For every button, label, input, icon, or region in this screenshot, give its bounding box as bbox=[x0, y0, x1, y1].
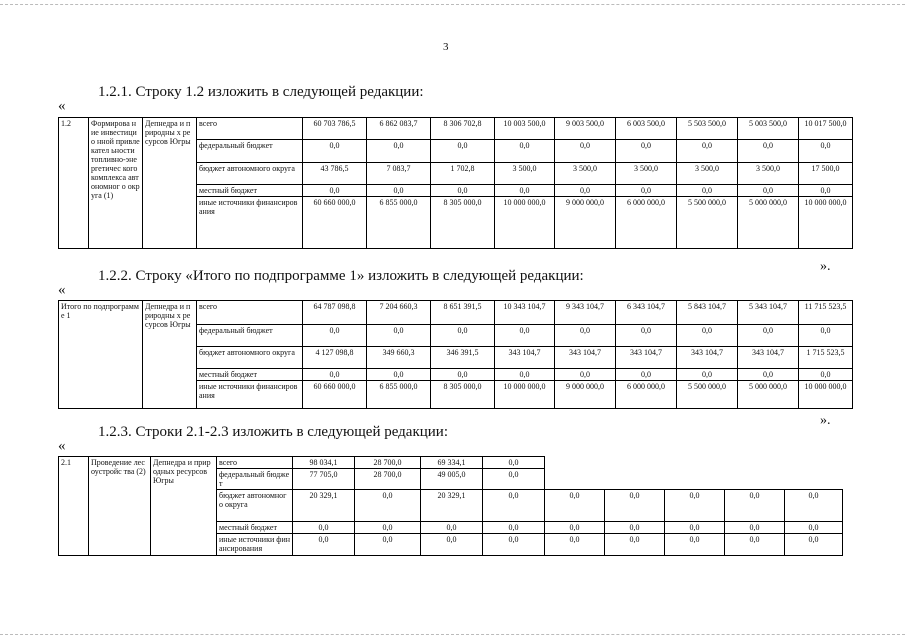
amount-cell: 11 715 523,5 bbox=[799, 301, 853, 325]
amount-cell: 0,0 bbox=[495, 325, 555, 347]
executor: Депнедра и природны х ресурсов Югры bbox=[143, 118, 197, 249]
amount-cell: 0,0 bbox=[303, 140, 367, 163]
row-number: 2.1 bbox=[59, 457, 89, 556]
section-1-open-quote: « bbox=[58, 98, 66, 114]
amount-cell: 0,0 bbox=[483, 534, 545, 556]
measure-name: Итого по подпрограмме 1 bbox=[59, 301, 143, 409]
amount-cell: 6 003 500,0 bbox=[616, 118, 677, 140]
empty-cell bbox=[785, 457, 843, 469]
amount-cell: 5 503 500,0 bbox=[677, 118, 738, 140]
amount-cell: 5 500 000,0 bbox=[677, 381, 738, 409]
amount-cell: 0,0 bbox=[785, 522, 843, 534]
amount-cell: 0,0 bbox=[355, 490, 421, 522]
section-2-heading: 1.2.2. Строку «Итого по подпрограмме 1» изложить в следующей редакции: bbox=[98, 268, 584, 284]
amount-cell: 0,0 bbox=[495, 185, 555, 197]
amount-cell: 0,0 bbox=[799, 325, 853, 347]
amount-cell: 8 305 000,0 bbox=[431, 381, 495, 409]
amount-cell: 49 005,0 bbox=[421, 469, 483, 490]
amount-cell: 7 204 660,3 bbox=[367, 301, 431, 325]
amount-cell: 0,0 bbox=[677, 369, 738, 381]
amount-cell: 5 003 500,0 bbox=[738, 118, 799, 140]
amount-cell: 0,0 bbox=[367, 325, 431, 347]
amount-cell: 0,0 bbox=[545, 490, 605, 522]
amount-cell: 0,0 bbox=[421, 534, 483, 556]
amount-cell: 0,0 bbox=[665, 534, 725, 556]
amount-cell: 6 343 104,7 bbox=[616, 301, 677, 325]
funding-source-label: всего bbox=[217, 457, 293, 469]
amount-cell: 20 329,1 bbox=[421, 490, 483, 522]
empty-cell bbox=[725, 457, 785, 469]
section-2-table bbox=[58, 300, 853, 409]
funding-source-label: федеральный бюджет bbox=[197, 140, 303, 163]
amount-cell: 5 000 000,0 bbox=[738, 197, 799, 249]
amount-cell: 6 000 000,0 bbox=[616, 381, 677, 409]
amount-cell: 43 786,5 bbox=[303, 163, 367, 185]
amount-cell: 5 843 104,7 bbox=[677, 301, 738, 325]
empty-cell bbox=[605, 457, 665, 469]
amount-cell: 28 700,0 bbox=[355, 457, 421, 469]
amount-cell: 346 391,5 bbox=[431, 347, 495, 369]
amount-cell: 0,0 bbox=[355, 522, 421, 534]
amount-cell: 60 703 786,5 bbox=[303, 118, 367, 140]
empty-cell bbox=[545, 469, 605, 490]
amount-cell: 77 705,0 bbox=[293, 469, 355, 490]
amount-cell: 0,0 bbox=[483, 490, 545, 522]
funding-source-label: местный бюджет bbox=[217, 522, 293, 534]
amount-cell: 0,0 bbox=[738, 369, 799, 381]
amount-cell: 343 104,7 bbox=[495, 347, 555, 369]
funding-source-label: иные источники финансирования bbox=[197, 197, 303, 249]
amount-cell: 3 500,0 bbox=[616, 163, 677, 185]
amount-cell: 0,0 bbox=[738, 140, 799, 163]
section-3-open-quote: « bbox=[58, 438, 66, 454]
amount-cell: 3 500,0 bbox=[555, 163, 616, 185]
amount-cell: 0,0 bbox=[799, 140, 853, 163]
section-3-table bbox=[58, 456, 843, 556]
section-1-heading: 1.2.1. Строку 1.2 изложить в следующей редакции: bbox=[98, 84, 424, 100]
amount-cell: 6 855 000,0 bbox=[367, 197, 431, 249]
amount-cell: 60 660 000,0 bbox=[303, 197, 367, 249]
funding-source-label: местный бюджет bbox=[197, 185, 303, 197]
amount-cell: 6 000 000,0 bbox=[616, 197, 677, 249]
amount-cell: 0,0 bbox=[421, 522, 483, 534]
amount-cell: 343 104,7 bbox=[738, 347, 799, 369]
amount-cell: 0,0 bbox=[483, 469, 545, 490]
amount-cell: 3 500,0 bbox=[677, 163, 738, 185]
empty-cell bbox=[665, 469, 725, 490]
amount-cell: 8 305 000,0 bbox=[431, 197, 495, 249]
amount-cell: 0,0 bbox=[605, 522, 665, 534]
amount-cell: 1 702,8 bbox=[431, 163, 495, 185]
amount-cell: 9 000 000,0 bbox=[555, 381, 616, 409]
measure-name: Проведение лесоустройс тва (2) bbox=[89, 457, 151, 556]
funding-source-label: федеральный бюджет bbox=[217, 469, 293, 490]
amount-cell: 0,0 bbox=[785, 490, 843, 522]
amount-cell: 0,0 bbox=[545, 522, 605, 534]
amount-cell: 8 651 391,5 bbox=[431, 301, 495, 325]
funding-source-label: всего bbox=[197, 301, 303, 325]
amount-cell: 0,0 bbox=[738, 325, 799, 347]
amount-cell: 10 343 104,7 bbox=[495, 301, 555, 325]
funding-source-label: иные источники финансирования bbox=[197, 381, 303, 409]
amount-cell: 5 500 000,0 bbox=[677, 197, 738, 249]
empty-cell bbox=[605, 469, 665, 490]
empty-cell bbox=[785, 469, 843, 490]
amount-cell: 0,0 bbox=[725, 534, 785, 556]
amount-cell: 6 862 083,7 bbox=[367, 118, 431, 140]
amount-cell: 0,0 bbox=[605, 534, 665, 556]
amount-cell: 20 329,1 bbox=[293, 490, 355, 522]
amount-cell: 0,0 bbox=[483, 522, 545, 534]
amount-cell: 60 660 000,0 bbox=[303, 381, 367, 409]
amount-cell: 10 000 000,0 bbox=[799, 197, 853, 249]
amount-cell: 9 343 104,7 bbox=[555, 301, 616, 325]
funding-source-label: бюджет автономного округа bbox=[217, 490, 293, 522]
amount-cell: 0,0 bbox=[355, 534, 421, 556]
amount-cell: 0,0 bbox=[677, 140, 738, 163]
amount-cell: 0,0 bbox=[495, 369, 555, 381]
amount-cell: 0,0 bbox=[665, 522, 725, 534]
amount-cell: 0,0 bbox=[431, 325, 495, 347]
amount-cell: 9 000 000,0 bbox=[555, 197, 616, 249]
amount-cell: 0,0 bbox=[367, 369, 431, 381]
amount-cell: 343 104,7 bbox=[616, 347, 677, 369]
measure-name: Формирова ние инвестицио нной привлекател ьности топливно-энергетичес кого комплекса автономног о округа (1) bbox=[89, 118, 143, 249]
executor: Депнедра и природных ресурсов Югры bbox=[151, 457, 217, 556]
section-3-heading: 1.2.3. Строки 2.1-2.3 изложить в следующей редакции: bbox=[98, 424, 449, 440]
executor: Депнедра и природны х ресурсов Югры bbox=[143, 301, 197, 409]
amount-cell: 0,0 bbox=[431, 185, 495, 197]
page-number: 3 bbox=[443, 41, 449, 53]
funding-source-label: иные источники финансирования bbox=[217, 534, 293, 556]
amount-cell: 0,0 bbox=[431, 140, 495, 163]
amount-cell: 0,0 bbox=[616, 140, 677, 163]
amount-cell: 0,0 bbox=[303, 185, 367, 197]
amount-cell: 5 000 000,0 bbox=[738, 381, 799, 409]
amount-cell: 0,0 bbox=[367, 140, 431, 163]
section-2-open-quote: « bbox=[58, 282, 66, 298]
amount-cell: 5 343 104,7 bbox=[738, 301, 799, 325]
amount-cell: 349 660,3 bbox=[367, 347, 431, 369]
empty-cell bbox=[665, 457, 725, 469]
amount-cell: 10 003 500,0 bbox=[495, 118, 555, 140]
empty-cell bbox=[725, 469, 785, 490]
amount-cell: 0,0 bbox=[545, 534, 605, 556]
amount-cell: 0,0 bbox=[738, 185, 799, 197]
amount-cell: 0,0 bbox=[725, 490, 785, 522]
amount-cell: 98 034,1 bbox=[293, 457, 355, 469]
amount-cell: 64 787 098,8 bbox=[303, 301, 367, 325]
amount-cell: 7 083,7 bbox=[367, 163, 431, 185]
amount-cell: 0,0 bbox=[303, 325, 367, 347]
amount-cell: 0,0 bbox=[555, 140, 616, 163]
amount-cell: 8 306 702,8 bbox=[431, 118, 495, 140]
amount-cell: 0,0 bbox=[555, 185, 616, 197]
amount-cell: 0,0 bbox=[616, 369, 677, 381]
amount-cell: 0,0 bbox=[799, 369, 853, 381]
amount-cell: 343 104,7 bbox=[555, 347, 616, 369]
amount-cell: 0,0 bbox=[303, 369, 367, 381]
amount-cell: 0,0 bbox=[725, 522, 785, 534]
amount-cell: 0,0 bbox=[785, 534, 843, 556]
amount-cell: 343 104,7 bbox=[677, 347, 738, 369]
amount-cell: 0,0 bbox=[605, 490, 665, 522]
amount-cell: 0,0 bbox=[555, 325, 616, 347]
amount-cell: 0,0 bbox=[677, 185, 738, 197]
amount-cell: 10 000 000,0 bbox=[495, 381, 555, 409]
amount-cell: 6 855 000,0 bbox=[367, 381, 431, 409]
empty-cell bbox=[545, 457, 605, 469]
funding-source-label: федеральный бюджет bbox=[197, 325, 303, 347]
amount-cell: 0,0 bbox=[483, 457, 545, 469]
amount-cell: 1 715 523,5 bbox=[799, 347, 853, 369]
funding-source-label: местный бюджет bbox=[197, 369, 303, 381]
funding-source-label: бюджет автономного округа bbox=[197, 163, 303, 185]
amount-cell: 0,0 bbox=[555, 369, 616, 381]
amount-cell: 0,0 bbox=[616, 325, 677, 347]
amount-cell: 4 127 098,8 bbox=[303, 347, 367, 369]
amount-cell: 3 500,0 bbox=[495, 163, 555, 185]
section-2-close-quote: ». bbox=[820, 413, 831, 428]
amount-cell: 0,0 bbox=[367, 185, 431, 197]
amount-cell: 69 334,1 bbox=[421, 457, 483, 469]
amount-cell: 10 017 500,0 bbox=[799, 118, 853, 140]
amount-cell: 0,0 bbox=[431, 369, 495, 381]
amount-cell: 0,0 bbox=[495, 140, 555, 163]
section-1-close-quote: ». bbox=[820, 259, 831, 274]
funding-source-label: бюджет автономного округа bbox=[197, 347, 303, 369]
amount-cell: 10 000 000,0 bbox=[495, 197, 555, 249]
section-1-table bbox=[58, 117, 853, 249]
amount-cell: 0,0 bbox=[665, 490, 725, 522]
amount-cell: 0,0 bbox=[616, 185, 677, 197]
amount-cell: 0,0 bbox=[293, 522, 355, 534]
amount-cell: 0,0 bbox=[799, 185, 853, 197]
amount-cell: 28 700,0 bbox=[355, 469, 421, 490]
amount-cell: 0,0 bbox=[677, 325, 738, 347]
row-number: 1.2 bbox=[59, 118, 89, 249]
amount-cell: 17 500,0 bbox=[799, 163, 853, 185]
amount-cell: 0,0 bbox=[293, 534, 355, 556]
amount-cell: 9 003 500,0 bbox=[555, 118, 616, 140]
funding-source-label: всего bbox=[197, 118, 303, 140]
amount-cell: 10 000 000,0 bbox=[799, 381, 853, 409]
amount-cell: 3 500,0 bbox=[738, 163, 799, 185]
